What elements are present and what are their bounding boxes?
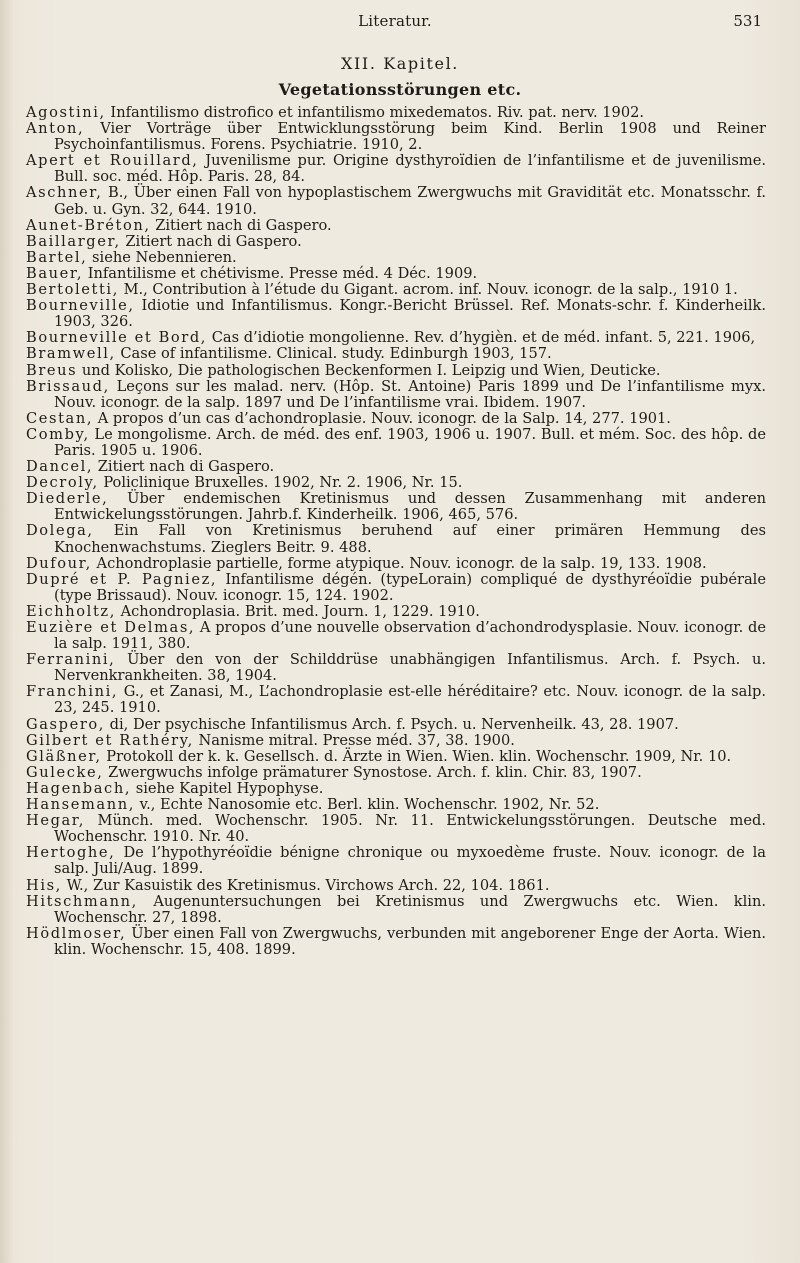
reference-author: Breus [26, 361, 78, 379]
reference-author: Cestan, [26, 409, 94, 427]
reference-entry [26, 282, 766, 298]
reference-author: Gläßner, [26, 747, 102, 765]
reference-text: B., Über einen Fall von hypoplastischem Zwergwuchs mit Gravidität etc. Monatsschr. f. Geb. u. Gyn. 32, 644. 1910. [54, 184, 766, 218]
reference-entry [26, 234, 766, 250]
reference-text: und Kolisko, Die pathologischen Beckenformen I. Leipzig und Wien, Deuticke. [77, 361, 661, 379]
reference-author: Dufour, [26, 554, 92, 572]
section-heading: Vegetationsstörungen etc. [278, 80, 522, 99]
reference-author: Comby, [26, 425, 90, 443]
reference-author: Ferranini, [26, 651, 116, 669]
reference-text: Infantilismo distrofico et infantilismo mixedematos. Riv. pat. nerv. 1902. [105, 104, 645, 121]
reference-entry [26, 926, 766, 958]
reference-entry [26, 153, 766, 185]
reference-entry [26, 250, 766, 266]
reference-author: Aunet-Bréton, [26, 216, 151, 234]
reference-author: Gulecke, [26, 763, 104, 781]
reference-entry [26, 556, 766, 572]
reference-text: G., et Zanasi, M., L’achondroplasie est-elle héréditaire? etc. Nouv. iconogr. de la salp. 23, 245. 1910. [54, 683, 766, 717]
reference-author: Bourneville, [26, 297, 135, 315]
reference-text: Le mongolisme. Arch. de méd. des enf. 1903, 1906 u. 1907. Bull. et mém. Soc. des hôp. de Paris. 1905 u. 1906. [54, 425, 766, 459]
reference-entry [26, 379, 766, 411]
reference-text: De l’hypothyréoïdie bénigne chronique ou myxoedème fruste. Nouv. iconogr. de la salp. Juli/Aug. 1899. [54, 844, 766, 878]
reference-entry [26, 765, 766, 781]
reference-entry [26, 749, 766, 765]
reference-entry [26, 733, 766, 749]
reference-entry [26, 652, 766, 684]
reference-author: Bourneville et Bord, [26, 329, 208, 347]
reference-author: Dancel, [26, 458, 94, 476]
reference-author: Hertoghe, [26, 844, 116, 862]
reference-author: Franchini, [26, 683, 119, 701]
reference-author: Apert et Rouillard, [26, 152, 199, 170]
reference-entry [26, 491, 766, 523]
reference-author: Brissaud, [26, 377, 110, 395]
reference-entry [26, 523, 766, 555]
reference-entry [26, 813, 766, 845]
reference-author: Bauer, [26, 264, 84, 282]
reference-entry [26, 427, 766, 459]
reference-text: Über einen Fall von Zwergwuchs, verbunden mit angeborener Enge der Aorta. Wien. klin. Wochenschr. 15, 408. 1899. [54, 924, 766, 958]
reference-author: Hegar, [26, 812, 86, 830]
reference-text: Zitiert nach di Gaspero. [150, 216, 332, 234]
reference-text: Zitiert nach di Gaspero. [120, 232, 302, 250]
reference-text: A propos d’un cas d’achondroplasie. Nouv. iconogr. de la Salp. 14, 277. 1901. [93, 409, 671, 427]
reference-text: v., Echte Nanosomie etc. Berl. klin. Wochenschr. 1902, Nr. 52. [134, 796, 600, 814]
reference-entry [26, 346, 766, 362]
reference-author: Aschner, [26, 184, 103, 202]
running-title: Literatur. [358, 12, 432, 30]
reference-entry [26, 363, 766, 379]
reference-entry [26, 878, 766, 894]
reference-entry [26, 894, 766, 926]
reference-entry [26, 330, 766, 346]
reference-author: Bartel, [26, 248, 88, 266]
reference-text: A propos d’une nouvelle observation d’achondrodysplasie. Nouv. iconogr. de la salp. 1911, 380. [54, 619, 766, 653]
reference-author: Dolega, [26, 522, 94, 540]
reference-entry [26, 572, 766, 604]
reference-entry [26, 845, 766, 877]
reference-author: Bramwell, [26, 345, 116, 363]
reference-entry [26, 717, 766, 733]
reference-text: Juvenilisme pur. Origine dysthyroïdien de l’infantilisme et de juvenilisme. Bull. soc. méd. Hôp. Paris. 28, 84. [54, 152, 766, 186]
reference-text: W., Zur Kasuistik des Kretinismus. Virchows Arch. 22, 104. 1861. [61, 876, 550, 894]
reference-text: Leçons sur les malad. nerv. (Hôp. St. Antoine) Paris 1899 und De l’infantilisme myx. Nouv. iconogr. de la salp. 1897 und De l’infantilisme vrai. Ibidem. 1907. [54, 377, 766, 411]
reference-entry [26, 781, 766, 797]
reference-text: Ein Fall von Kretinismus beruhend auf einer primären Hemmung des Knochenwachstums. Zieglers Beitr. 9. 488. [54, 522, 766, 556]
reference-entry [26, 266, 766, 282]
page-header [28, 10, 762, 34]
reference-entry [26, 459, 766, 475]
reference-entry [26, 185, 766, 217]
reference-author: Hagenbach, [26, 779, 132, 797]
reference-text: siehe Nebennieren. [87, 248, 237, 266]
reference-text: Policlinique Bruxelles. 1902, Nr. 2. 1906, Nr. 15. [98, 474, 463, 492]
reference-text: Vier Vorträge über Entwicklungsstörung beim Kind. Berlin 1908 und Reiner Psychoinfantilismus. Forens. Psychiatrie. 1910, 2. [54, 120, 766, 154]
reference-text: Nanisme mitral. Presse méd. 37, 38. 1900. [193, 731, 515, 749]
reference-author: Decroly, [26, 474, 99, 492]
reference-text: Case of infantilisme. Clinical. study. Edinburgh 1903, 157. [115, 345, 552, 363]
reference-entry [26, 620, 766, 652]
reference-text: siehe Kapitel Hypophyse. [131, 779, 324, 797]
reference-text: Achondroplasia. Brit. med. Journ. 1, 1229. 1910. [115, 602, 480, 620]
reference-author: Gilbert et Rathéry, [26, 731, 194, 749]
reference-text: Über den von der Schilddrüse unabhängigen Infantilismus. Arch. f. Psych. u. Nervenkrankheiten. 38, 1904. [54, 651, 766, 685]
reference-text: Achondroplasie partielle, forme atypique. Nouv. iconogr. de la salp. 19, 133. 1908. [91, 554, 707, 572]
reference-entry [26, 105, 766, 121]
reference-author: Baillarger, [26, 232, 121, 250]
reference-author: Hansemann, [26, 796, 135, 814]
reference-text: Zitiert nach di Gaspero. [93, 458, 275, 476]
reference-list [26, 105, 766, 958]
reference-author: Hitschmann, [26, 892, 138, 910]
reference-text: Über endemischen Kretinismus und dessen Zusammenhang mit anderen Entwickelungsstörungen. Jahrb.f. Kinderheilk. 1906, 465, 576. [54, 490, 766, 524]
reference-text: M., Contribution à l’étude du Gigant. acrom. inf. Nouv. iconogr. de la salp., 1910 1. [118, 281, 738, 299]
reference-text: Cas d’idiotie mongolienne. Rev. d’hygièn. et de méd. infant. 5, 221. 1906, [207, 329, 756, 347]
reference-entry [26, 684, 766, 716]
reference-author: Hödlmoser, [26, 924, 127, 942]
reference-text: Zwergwuchs infolge prämaturer Synostose. Arch. f. klin. Chir. 83, 1907. [103, 763, 642, 781]
reference-entry [26, 121, 766, 153]
reference-entry [26, 604, 766, 620]
page-number: 531 [733, 12, 762, 30]
reference-text: di, Der psychische Infantilismus Arch. f. Psych. u. Nervenheilk. 43, 28. 1907. [105, 715, 679, 733]
reference-author: Anton, [26, 120, 85, 138]
reference-author: His, [26, 876, 62, 894]
reference-text: Idiotie und Infantilismus. Kongr.-Bericht Brüssel. Ref. Monats-schr. f. Kinderheilk. 1903, 326. [54, 297, 766, 331]
reference-author: Eichholtz, [26, 602, 116, 620]
reference-author: Bertoletti, [26, 281, 119, 299]
reference-entry [26, 298, 766, 330]
reference-text: Infantilisme dégén. (typeLorain) compliqué de dysthyréoïdie pubérale (type Brissaud). Nouv. iconogr. 15, 124. 1902. [54, 570, 766, 604]
reference-author: Agostini, [26, 104, 106, 121]
reference-text: Münch. med. Wochenschr. 1905. Nr. 11. Entwickelungsstörungen. Deutsche med. Wochenschr. 1910. Nr. 40. [54, 812, 766, 846]
reference-entry [26, 475, 766, 491]
reference-entry [26, 797, 766, 813]
reference-text: Infantilisme et chétivisme. Presse méd. 4 Déc. 1909. [83, 264, 478, 282]
reference-text: Augenuntersuchungen bei Kretinismus und Zwergwuchs etc. Wien. klin. Wochenschr. 27, 1898. [54, 892, 766, 926]
chapter-heading: XII. Kapitel. [341, 54, 459, 73]
reference-author: Euzière et Delmas, [26, 619, 196, 636]
reference-author: Diederle, [26, 490, 109, 508]
reference-entry [26, 411, 766, 427]
reference-author: Gaspero, [26, 715, 106, 733]
reference-author: Dupré et P. Pagniez, [26, 570, 218, 588]
reference-entry [26, 218, 766, 234]
reference-text: Protokoll der k. k. Gesellsch. d. Ärzte in Wien. Wien. klin. Wochenschr. 1909, Nr. 10. [101, 747, 732, 765]
